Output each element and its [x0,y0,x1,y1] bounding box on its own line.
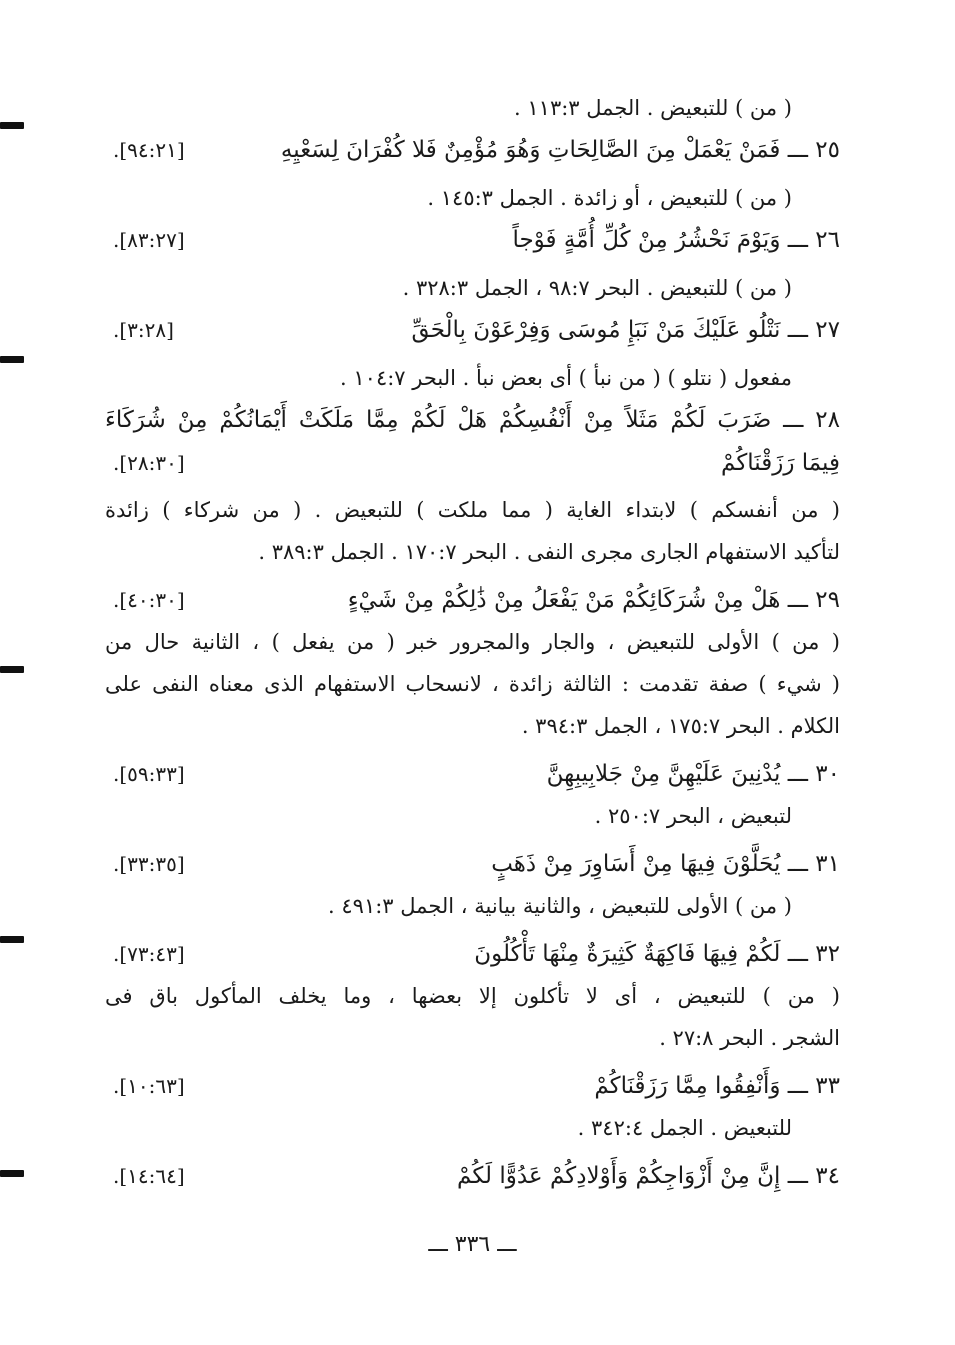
scan-edge-mark [0,936,24,943]
verse-text: ٢٥ ـــ فَمَنْ يَعْمَلْ مِنَ الصَّالِحَاتِ وَهُوَ مُؤْمِنٌ فَلا كُفْرَانَ لِسَعْيِهِ [280,137,840,163]
commentary-line: الكلام . البحر ١٧٥:٧ ، الجمل ٣٩٤:٣ . [521,714,840,738]
commentary-line: لتبعيض ، البحر ٢٥٠:٧ . [594,804,792,828]
commentary-line: ( من ) للتبعيض ، أو زائدة . الجمل ١٤٥:٣ . [427,186,792,210]
verse-reference: .[٥٩:٣٣] [113,762,185,786]
verse-reference: .[١٠:٦٣] [113,1074,185,1098]
commentary-line: للتبعيض . الجمل ٣٤٢:٤ . [577,1116,792,1140]
verse-text: ٣٢ ـــ لَكُمْ فِيهَا فَاكِهَةٌ كَثِيرَةٌ مِنْهَا تَأْكُلُونَ [474,941,840,967]
verse-reference: .[٩٤:٢١] [113,138,185,162]
commentary-line: لتأكيد الاستفهام الجارى مجرى النفى . البحر ١٧٠:٧ . الجمل ٣٨٩:٣ . [258,540,840,564]
verse-text: ٣١ ـــ يُحَلَّوْنَ فِيهَا مِنْ أَسَاوِرَ مِنْ ذَهَبٍ [491,851,840,877]
verse-reference: .[٨٣:٢٧] [113,228,185,252]
commentary-line: ( من ) للتبعيض . الجمل ١١٣:٣ . [514,96,792,120]
commentary-line: ( شيء ) صفة تقدمت : الثالثة زائدة ، لانسحاب الاستفهام الذى معناه النفى على [105,672,840,696]
verse-reference: .[٤٠:٣٠] [113,588,185,612]
commentary-line: ( من ) الأولى للتبعيض ، والثانية بيانية ، الجمل ٤٩١:٣ . [328,894,792,918]
scan-edge-mark [0,1170,24,1177]
verse-reference: .[٧٣:٤٣] [113,942,185,966]
verse-reference: .[٢٨:٣٠] [113,451,185,475]
document-page [105,0,840,1345]
verse-reference: .[٣:٢٨] [113,318,174,342]
page-number: ـــ ٣٣٦ ـــ [428,1232,517,1257]
verse-text: ٢٦ ـــ وَيَوْمَ نَحْشُرُ مِنْ كُلِّ أُمَّةٍ فَوْجاً [512,227,840,253]
verse-text: ٢٩ ـــ هَلْ مِنْ شُرَكَائِكُمْ مَنْ يَفْعَلُ مِنْ ذَٰلِكُمْ مِنْ شَيْءٍ [347,587,840,613]
verse-text: ٣٤ ـــ إِنَّ مِنْ أَزْوَاجِكُمْ وَأَوْلادِكُمْ عَدُوًّا لَكُمْ [457,1163,840,1189]
commentary-line: ( من أنفسكم ) لابتداء الغاية ( مما ملكت ) للتبعيض . ( من شركاء ) زائدة [105,498,840,522]
verse-reference: .[٣٣:٣٥] [113,852,185,876]
verse-text: ٢٧ ـــ نَتْلُو عَلَيْكَ مَنْ نَبَإِ مُوسَى وَفِرْعَوْنَ بِالْحَقِّ [411,317,840,343]
commentary-line: ( من ) الأولى للتبعيض ، والجار والمجرور خبر ( من يفعل ) ، الثانية حال من [105,630,840,654]
scan-edge-mark [0,666,24,673]
verse-reference: .[١٤:٦٤] [113,1164,185,1188]
scan-edge-mark [0,122,24,129]
commentary-line: ( من ) للتبعيض ، أى لا تأكلون إلا بعضها ، وما يخلف المأكول باق فى [105,984,840,1008]
commentary-line: الشجر . البحر ٢٧:٨ . [659,1026,840,1050]
verse-text: فِيمَا رَزَقْنَاكُمْ [721,450,840,476]
commentary-line: مفعول ( نتلو ) ( من نبأ ) أى بعض نبأ . البحر ١٠٤:٧ . [340,366,792,390]
scan-edge-mark [0,356,24,363]
verse-text: ٣٠ ـــ يُدْنِينَ عَلَيْهِنَّ مِنْ جَلابِيبِهِنَّ [546,761,840,787]
commentary-line: ( من ) للتبعيض . البحر ٩٨:٧ ، الجمل ٣٢٨:٣ . [402,276,792,300]
verse-text: ٣٣ ـــ وَأَنْفِقُوا مِمَّا رَزَقْنَاكُمْ [594,1073,840,1099]
verse-line: ٢٨ ـــ ضَرَبَ لَكُمْ مَثَلاً مِنْ أَنْفُسِكُمْ هَلْ لَكُمْ مِمَّا مَلَكَتْ أَيْمَانُكُمْ مِنْ شُرَكَاءَ [105,407,840,433]
